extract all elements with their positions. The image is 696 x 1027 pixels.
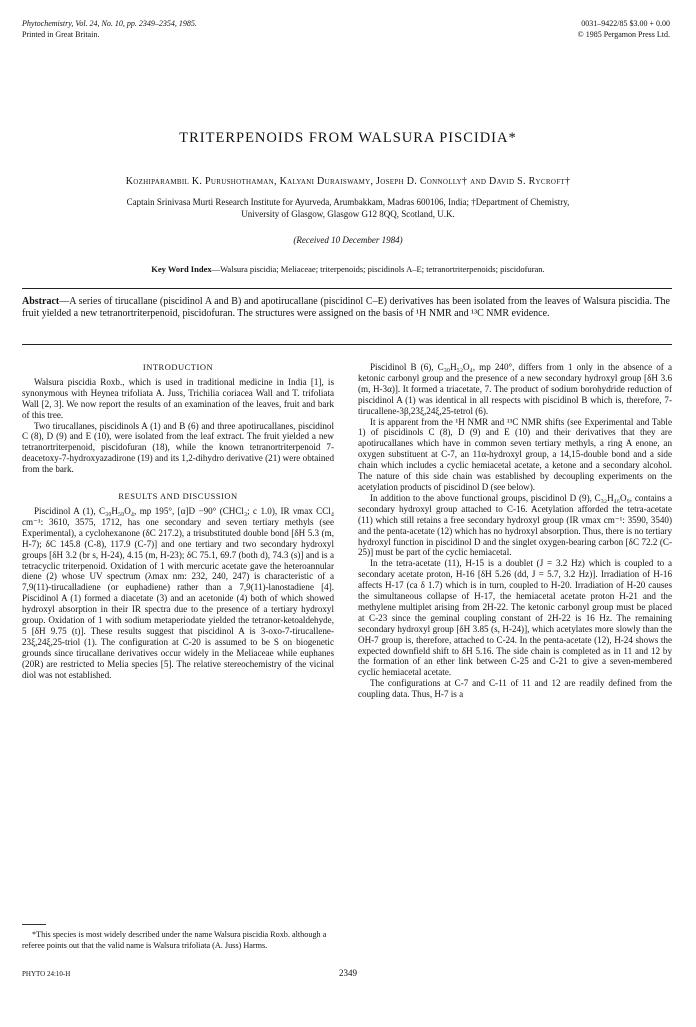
printed-location: Printed in Great Britain. [22, 30, 100, 39]
results-heading: RESULTS AND DISCUSSION [118, 491, 238, 502]
affiliations [40, 196, 656, 220]
abstract-top-rule [22, 288, 672, 289]
abstract-bottom-rule [22, 344, 672, 345]
affiliation-line-2: University of Glasgow, Glasgow G12 8QQ, Scotland, U.K. [241, 209, 455, 219]
affiliation-line-1: Captain Srinivasa Murti Research Institute for Ayurveda, Arumbakkam, Madras 600106, India; †Department of Chemistry, [126, 197, 570, 207]
abstract-label: Abstract [22, 296, 60, 307]
keyword-label: Key Word Index [151, 264, 212, 274]
results-paragraph-1: Piscidinol A (1), C₃₀H₅₀O₄, mp 195°, [α]D −90° (CHCl₃; c 1.0), IR νmax CCl₄ cm⁻¹: 3610, 3575, 1712, has one secondary and seven tertiary methyls (see Experimental), a cyclohexanone (δC 217.2), a trisubstituted double bond [δH 5.3 (m, H-7); δC 145.8 (C-8), 117.9 (C-7)] and one tertiary and two secondary hydroxyl groups [δH 3.2 (br s, H-24), 4.15 (m, H-23); δC 75.1, 69.7 (both d), 74.3 (s)] and is a tetracyclic triterpenoid. Oxidation of 1 with mercuric acetate gave the heteroannular diene (2) whose UV spectrum (λmax nm: 232, 240, 247) is characteristic of a 7,9(11)-tirucalladiene (or euphadiene) rather than a 7,9(11)-lanostadiene [4]. Piscidinol A (1) formed a diacetate (3) and an acetonide (4) both of which showed hydroxyl absorption in their IR spectra due to the presence of a tertiary hydroxyl group. Oxidation of 1 with sodium metaperiodate yielded the tetranor-ketoaldehyde, 5 [δH 9.75 (t)]. These results suggest that piscidinol A is 3-oxo-7-tirucallene-23ξ,24ξ,25-triol (1). The configuration at C-20 is assumed to be S on biogenetic grounds since tirucallane derivatives occur widely in the Meliaceae while euphanes (20R) are restricted to Melia species [5]. The relative stereochemistry of the vicinal diol was not established. [22, 505, 334, 680]
footer-code: PHYTO 24:10-H [22, 970, 71, 978]
keyword-text: —Walsura piscidia; Meliaceae; triterpenoids; piscidinols A–E; tetranortriterpenoids; piscidofuran. [211, 264, 545, 274]
price-code: 0031–9422/85 $3.00 + 0.00 [581, 19, 670, 28]
abstract-text: —A series of tirucallane (piscidinol A and B) and apotirucallane (piscidinol C–E) derivatives has been isolated from the leaves of Walsura piscidia. The fruit yielded a new tetranortriterpenoid, piscidofuran. The structures were assigned on the basis of ¹H NMR and ¹³C NMR evidence. [22, 296, 670, 320]
right-paragraph-4: In the tetra-acetate (11), H-15 is a doublet (J = 3.2 Hz) which is coupled to a secondary acetate proton, H-16 [δH 5.26 (dd, J = 5.7, 3.2 Hz)]. Irradiation of H-16 affects H-17 (cа δ 1.7) which is in turn, coupled to H-20. Irradiation of H-20 causes the simultaneous collapse of H-17, the hemiacetal acetate proton H-21 and the methylene multiplet arising from 2H-22. The ketonic carbonyl group must be placed at C-23 since the geminal coupling constant of 2H-22 is 16 Hz. The remaining secondary hydroxyl group [δH 3.85 (s, H-24)], which acetylates more slowly than the OH-7 group is, therefore, attached to C-24. In the penta-acetate (12), H-24 shows the expected downfield shift to δH 5.16. The side chain is completed as in 11 and 12 by the formation of an ether link between C-25 and C-21 to give a seven-membered cyclic hemiacetal acetate. [358, 558, 672, 678]
footnote: *This species is most widely described under the name Walsura piscidia Roxb. although a referee points out that the valid name is Walsura trifoliata (A. Juss) Harms. [22, 930, 327, 950]
right-column [358, 362, 672, 700]
footnote-rule [22, 924, 46, 925]
keyword-index [40, 264, 656, 274]
author-list: Kozhiparambil K. Purushothaman, Kalyani Duraiswamy, Joseph D. Connolly† and David S. Rycroft† [125, 176, 571, 187]
abstract [22, 296, 670, 320]
paper-title: TRITERPENOIDS FROM WALSURA PISCIDIA* [179, 130, 517, 146]
received-date: (Received 10 December 1984) [293, 235, 403, 245]
right-paragraph-2: It is apparent from the ¹H NMR and ¹³C NMR shifts (see Experimental and Table 1) of piscidinols C (8), D (9) and E (10) and their derivatives that they are apotirucallanes which have in common seven tertiary methyls, a ring A enone, an oxygen substituent at C-7, an 11α-hydroxyl group, a 14,15-double bond and a side chain which includes a cyclic hemiacetal acetate, a ketone and a secondary alcohol. The nature of this side chain was established by decoupling experiments on the acetylation products of piscidinol D (see below). [358, 416, 672, 492]
intro-paragraph-2: Two tirucallanes, piscidinols A (1) and B (6) and three apotirucallanes, piscidinol C (8), D (9) and E (10), were isolated from the leaf extract. The fruit yielded a new tetranortriterpenoid, piscidofuran (18), while the known tetranortriterpenoid 7-deacetoxy-7-hydroxyazadirone (19) and its 1,2-dihydro derivative (21) were obtained from the bark. [22, 420, 334, 475]
intro-paragraph-1: Walsura piscidia Roxb., which is used in traditional medicine in India [1], is synonymous with Heynea trifoliata A. Juss, Trichilia coriacea Wall and T. trifoliata Wall [2, 3]. We now report the results of an examination of the leaves, fruit and bark of this tree. [22, 376, 334, 420]
right-paragraph-1: Piscidinol B (6), C₃₀H₅₂O₄, mp 240°, differs from 1 only in the absence of a ketonic carbonyl group and the presence of a new secondary hydroxyl group [δH 3.6 (m, H-3α)]. It formed a triacetate, 7. The product of sodium borohydride reduction of piscidinol A (1) was identical in all respects with piscidinol B which is, therefore, 7-tirucallene-3β,23ξ,24ξ,25-tetrol (6). [358, 362, 672, 416]
introduction-heading: INTRODUCTION [142, 362, 214, 372]
right-paragraph-3: In addition to the above functional groups, piscidinol D (9), C₃₂H₄₆O₉, contains a secondary hydroxyl group attached to C-16. Acetylation afforded the tetra-acetate (11) which still retains a free secondary hydroxyl group (IR νmax cm⁻¹: 3590, 3540) and the penta-acetate (12) which has no hydroxyl absorption. Thus, there is no tertiary hydroxyl function in piscidinol D and the singlet oxygen-bearing carbon [δC 72.2 (C-25)] must be part of the cyclic hemiacetal. [358, 492, 672, 558]
right-paragraph-5: The configurations at C-7 and C-11 of 11 and 12 are readily defined from the coupling data. Thus, H-7 is a [358, 678, 672, 700]
left-column [22, 362, 334, 680]
copyright-notice: © 1985 Pergamon Press Ltd. [577, 30, 670, 39]
page-number: 2349 [339, 968, 357, 978]
journal-citation: Phytochemistry, Vol. 24, No. 10, pp. 2349–2354, 1985. [22, 19, 197, 28]
